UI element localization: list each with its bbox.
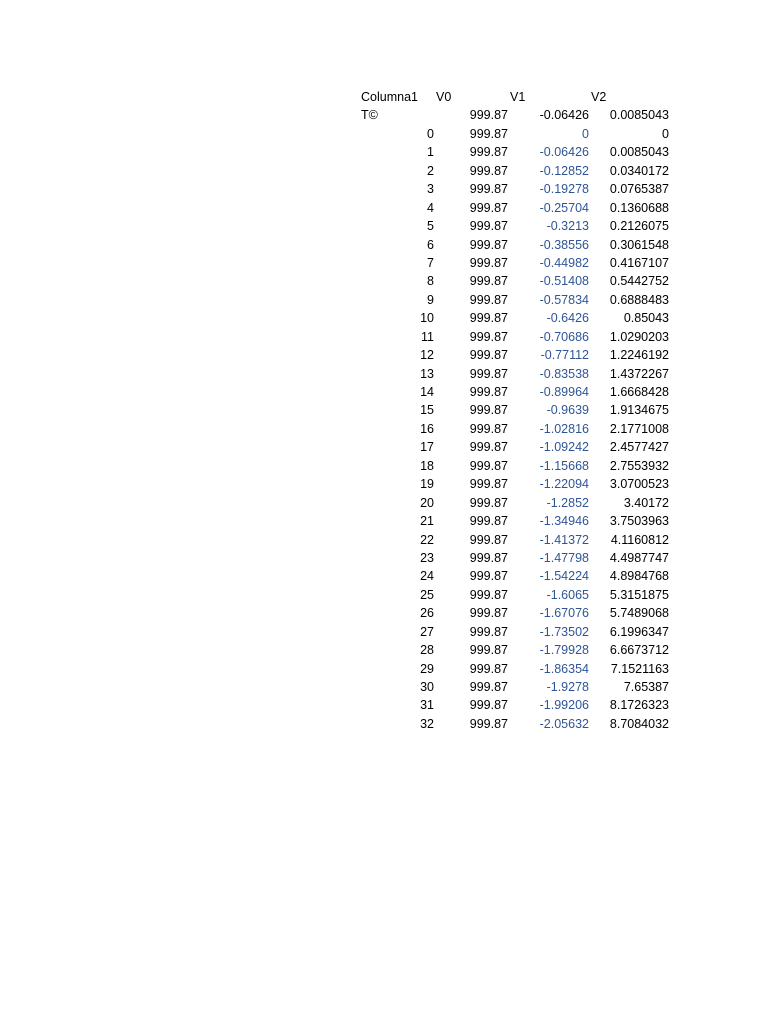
v2-cell[interactable]: 0.3061548 <box>609 237 669 252</box>
header-row <box>358 88 678 106</box>
v0-cell[interactable]: 999.87 <box>469 421 508 436</box>
table-row <box>358 641 678 659</box>
v1-cell[interactable]: -1.47798 <box>539 550 589 565</box>
v1-cell[interactable]: -1.15668 <box>539 458 589 473</box>
data-table <box>358 88 678 733</box>
index-cell[interactable]: 21 <box>420 514 434 529</box>
v0-cell[interactable]: 999.87 <box>469 311 508 326</box>
table-row <box>358 309 678 327</box>
index-cell[interactable]: 20 <box>420 495 434 510</box>
v1-cell[interactable]: -1.86354 <box>539 661 589 676</box>
v1-cell[interactable]: -1.02816 <box>539 421 589 436</box>
v0-cell[interactable]: 999.87 <box>469 219 508 234</box>
v1-cell[interactable]: -0.19278 <box>539 182 589 197</box>
header-v1[interactable]: V1 <box>510 90 526 104</box>
v1-cell[interactable]: -0.89964 <box>539 385 589 399</box>
v2-cell[interactable]: 0.0765387 <box>609 182 669 197</box>
v1-cell[interactable]: -1.9278 <box>546 680 589 694</box>
index-cell[interactable]: 23 <box>420 550 434 565</box>
v0-cell[interactable]: 999.87 <box>469 532 508 547</box>
table-row <box>358 494 678 512</box>
index-cell[interactable]: 27 <box>420 624 434 639</box>
v2-cell[interactable]: 1.9134675 <box>609 403 669 418</box>
v0-cell[interactable]: 999.87 <box>469 200 508 215</box>
index-cell[interactable]: 30 <box>420 680 434 694</box>
v1-cell[interactable]: 0 <box>582 126 589 141</box>
table-row <box>358 531 678 549</box>
index-cell[interactable]: 31 <box>420 698 434 713</box>
table-row <box>358 180 678 198</box>
v2-cell[interactable]: 3.40172 <box>623 495 669 510</box>
index-cell[interactable]: 4 <box>427 200 434 215</box>
v2-cell[interactable]: 8.7084032 <box>609 716 669 731</box>
v1-cell[interactable]: -1.79928 <box>539 643 589 658</box>
v1-cell[interactable]: -1.73502 <box>539 624 589 639</box>
v0-cell[interactable]: 999.87 <box>469 274 508 289</box>
v2-cell[interactable]: 0.0340172 <box>609 163 669 178</box>
index-cell[interactable]: 12 <box>420 348 434 363</box>
v0-cell[interactable]: 999.87 <box>469 366 508 381</box>
v2-cell[interactable]: 6.1996347 <box>609 624 669 639</box>
table-row <box>358 715 678 733</box>
v2-cell[interactable]: 5.3151875 <box>609 587 669 602</box>
v2-cell[interactable]: 1.2246192 <box>609 348 669 363</box>
v0-cell[interactable]: 999.87 <box>469 569 508 584</box>
v2-cell[interactable]: 7.1521163 <box>610 661 669 676</box>
table-row <box>358 567 678 585</box>
v2-cell[interactable]: 2.7553932 <box>609 458 669 473</box>
v2-cell[interactable]: 1.6668428 <box>609 385 669 399</box>
v1-cell[interactable]: -0.25704 <box>539 200 589 215</box>
v2-cell[interactable]: 4.4987747 <box>609 550 669 565</box>
v0-cell[interactable]: 999.87 <box>469 698 508 713</box>
table-row <box>358 254 678 272</box>
v1-cell[interactable]: -0.44982 <box>539 255 589 270</box>
v2-cell[interactable]: 1.0290203 <box>609 329 669 344</box>
v1-cell[interactable]: -1.41372 <box>539 532 589 547</box>
index-cell[interactable]: 3 <box>427 182 434 197</box>
v0-cell[interactable]: 999.87 <box>469 661 508 676</box>
table-row <box>358 125 678 143</box>
v2-cell[interactable]: 8.1726323 <box>609 698 669 713</box>
v1-cell[interactable]: -1.09242 <box>539 440 589 455</box>
table-row <box>358 291 678 309</box>
index-cell[interactable]: 8 <box>427 274 434 289</box>
v1-cell[interactable]: -0.51408 <box>539 274 589 289</box>
v2-cell[interactable]: 0.0085043 <box>609 145 669 160</box>
v1-cell[interactable]: -1.22094 <box>539 477 589 492</box>
v1-cell[interactable]: -1.54224 <box>539 569 589 584</box>
v1-cell[interactable]: -0.70686 <box>539 329 589 344</box>
index-cell[interactable]: 10 <box>420 311 434 326</box>
index-cell[interactable]: 14 <box>420 385 434 399</box>
v0-cell[interactable]: 999.87 <box>469 587 508 602</box>
index-cell[interactable]: 0 <box>427 126 434 141</box>
v2-cell[interactable]: 6.6673712 <box>609 643 669 658</box>
v0-cell[interactable]: 999.87 <box>469 440 508 455</box>
table-row <box>358 217 678 235</box>
v0-cell[interactable]: 999.87 <box>469 716 508 731</box>
index-cell[interactable]: 22 <box>420 532 434 547</box>
index-cell[interactable]: 11 <box>421 329 434 344</box>
v2-cell[interactable]: 0.6888483 <box>609 292 669 307</box>
v2-cell[interactable]: 0.1360688 <box>609 200 669 215</box>
v1-cell[interactable]: -1.34946 <box>539 514 589 529</box>
v2-cell[interactable]: 1.4372267 <box>609 366 669 381</box>
v1-cell[interactable]: -1.99206 <box>539 698 589 713</box>
v2-cell[interactable]: 3.0700523 <box>609 477 669 492</box>
v2-cell[interactable]: 4.1160812 <box>610 532 669 547</box>
v2-cell[interactable]: 7.65387 <box>623 680 669 694</box>
v0-cell[interactable]: 999.87 <box>469 550 508 565</box>
index-cell[interactable]: 5 <box>427 219 434 234</box>
v1-cell[interactable]: -0.12852 <box>539 163 589 178</box>
v1-cell[interactable]: -1.2852 <box>546 495 589 510</box>
index-cell[interactable]: 7 <box>427 255 434 270</box>
label-row <box>358 106 678 124</box>
v0-cell[interactable]: 999.87 <box>469 514 508 529</box>
v2-cell[interactable]: 2.1771008 <box>609 421 669 436</box>
v0-cell[interactable]: 999.87 <box>469 680 508 694</box>
v2-cell[interactable]: 0.0085043 <box>609 108 669 123</box>
v0-cell[interactable]: 999.87 <box>469 329 508 344</box>
table-row <box>358 346 678 364</box>
v2-cell[interactable]: 0.85043 <box>623 311 669 326</box>
table-row <box>358 660 678 678</box>
table-row <box>358 623 678 641</box>
v1-cell[interactable]: -0.9639 <box>546 403 589 418</box>
index-cell[interactable]: 32 <box>420 716 434 731</box>
v1-cell[interactable]: -0.83538 <box>539 366 589 381</box>
v1-cell[interactable]: -1.6065 <box>546 587 589 602</box>
table-row <box>358 549 678 567</box>
index-cell[interactable]: 24 <box>420 569 434 584</box>
v0-cell[interactable]: 999.87 <box>469 385 508 399</box>
index-cell[interactable]: 9 <box>427 292 434 307</box>
v2-cell[interactable]: 5.7489068 <box>609 606 669 621</box>
table-row <box>358 236 678 254</box>
table-row <box>358 162 678 180</box>
table-row <box>358 475 678 493</box>
v2-cell[interactable]: 4.8984768 <box>609 569 669 584</box>
table-row <box>358 328 678 346</box>
v1-cell[interactable]: -0.6426 <box>546 311 589 326</box>
table-row <box>358 143 678 161</box>
v0-cell[interactable]: 999.87 <box>469 145 508 160</box>
index-cell[interactable]: 2 <box>427 163 434 178</box>
v1-cell[interactable]: -0.57834 <box>539 292 589 307</box>
index-cell[interactable]: 16 <box>420 421 434 436</box>
header-columna1[interactable]: Columna1 <box>361 90 418 104</box>
v2-cell[interactable]: 3.7503963 <box>609 514 669 529</box>
v0-cell[interactable]: 999.87 <box>469 477 508 492</box>
v2-cell[interactable]: 0.2126075 <box>609 219 669 234</box>
v0-cell[interactable]: 999.87 <box>469 403 508 418</box>
index-cell[interactable]: 15 <box>420 403 434 418</box>
table-row <box>358 512 678 530</box>
v2-cell[interactable]: 0 <box>662 126 669 141</box>
table-row <box>358 272 678 290</box>
v0-cell[interactable]: 999.87 <box>469 237 508 252</box>
index-cell[interactable]: 19 <box>420 477 434 492</box>
index-cell[interactable]: 29 <box>420 661 434 676</box>
v0-cell[interactable]: 999.87 <box>469 292 508 307</box>
table-row <box>358 383 678 401</box>
header-v2[interactable]: V2 <box>591 90 607 104</box>
index-cell[interactable]: 25 <box>420 587 434 602</box>
table-row <box>358 457 678 475</box>
index-cell[interactable]: 13 <box>420 366 434 381</box>
v0-cell[interactable]: 999.87 <box>469 255 508 270</box>
v0-cell[interactable]: 999.87 <box>469 108 508 123</box>
table-row <box>358 438 678 456</box>
index-cell[interactable]: 18 <box>420 458 434 473</box>
v1-cell[interactable]: -0.77112 <box>540 348 589 363</box>
v0-cell[interactable]: 999.87 <box>469 163 508 178</box>
v0-cell[interactable]: 999.87 <box>469 182 508 197</box>
v0-cell[interactable]: 999.87 <box>469 495 508 510</box>
table-row <box>358 420 678 438</box>
index-cell[interactable]: 1 <box>427 145 434 160</box>
table-row <box>358 365 678 383</box>
v1-cell[interactable]: -0.3213 <box>546 219 589 234</box>
table-row <box>358 604 678 622</box>
v0-cell[interactable]: 999.87 <box>469 458 508 473</box>
v0-cell[interactable]: 999.87 <box>469 606 508 621</box>
header-v0[interactable]: V0 <box>436 90 452 104</box>
label-cell[interactable]: T© <box>361 108 378 123</box>
v1-cell[interactable]: -0.38556 <box>539 237 589 252</box>
table-row <box>358 401 678 419</box>
v2-cell[interactable]: 0.5442752 <box>609 274 669 289</box>
v1-cell[interactable]: -2.05632 <box>539 716 589 731</box>
v1-cell[interactable]: -1.67076 <box>539 606 589 621</box>
v1-cell[interactable]: -0.06426 <box>539 108 589 123</box>
table-row <box>358 199 678 217</box>
table-row <box>358 586 678 604</box>
index-cell[interactable]: 26 <box>420 606 434 621</box>
table-row <box>358 678 678 696</box>
v1-cell[interactable]: -0.06426 <box>539 145 589 160</box>
v0-cell[interactable]: 999.87 <box>469 624 508 639</box>
v2-cell[interactable]: 0.4167107 <box>609 255 669 270</box>
v0-cell[interactable]: 999.87 <box>469 643 508 658</box>
v2-cell[interactable]: 2.4577427 <box>609 440 669 455</box>
index-cell[interactable]: 17 <box>420 440 434 455</box>
table-row <box>358 696 678 714</box>
index-cell[interactable]: 6 <box>427 237 434 252</box>
index-cell[interactable]: 28 <box>420 643 434 658</box>
data-rows <box>358 125 678 733</box>
v0-cell[interactable]: 999.87 <box>469 348 508 363</box>
v0-cell[interactable]: 999.87 <box>469 126 508 141</box>
